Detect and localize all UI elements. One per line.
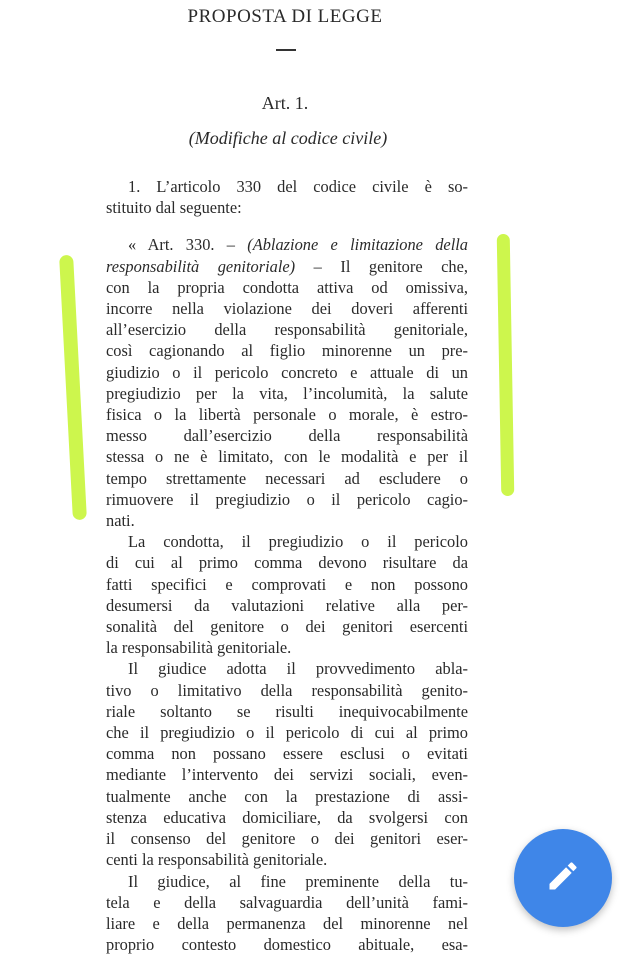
article-330-line: responsabilità genitoriale) – Il genitore che,	[106, 256, 468, 276]
body-line: che il pregiudizio o il pericolo di cui al primo	[106, 723, 468, 743]
body-line: stenza educativa domiciliare, da svolgersi con	[106, 807, 468, 827]
article-330-line: « Art. 330. – (Ablazione e limitazione della	[128, 235, 468, 255]
body-line: Il giudice, al fine preminente della tu-	[128, 871, 468, 891]
body-line: tualmente anche con la prestazione di assi-	[106, 786, 468, 806]
page-title: PROPOSTA DI LEGGE	[187, 6, 383, 27]
body-line: proprio contesto domestico abituale, esa-	[106, 935, 468, 955]
article-330-line: fisica o la libertà personale o morale, è estro-	[106, 405, 468, 425]
article-330-line: incorre nella violazione dei doveri afferenti	[106, 299, 468, 319]
body-line: di cui al primo comma devono risultare da	[106, 553, 468, 573]
highlighter-mark-left	[59, 255, 87, 520]
document-body	[106, 176, 468, 955]
article-330-line: così cagionando al figlio minorenne un pre-	[106, 341, 468, 361]
body-line: tela e della salvaguardia dell’unità fami-	[106, 892, 468, 912]
article-number: Art. 1.	[261, 93, 309, 113]
body-line: desumersi da valutazioni relative alla per-	[106, 595, 468, 615]
article-330-line: con la propria condotta attiva od omissiva,	[106, 277, 468, 297]
article-330-line: pregiudizio per la vita, l’incolumità, la salute	[106, 383, 468, 403]
body-line: mediante l’intervento dei servizi sociali, even-	[106, 765, 468, 785]
body-line: comma non possano essere esclusi o evitati	[106, 744, 468, 764]
edit-fab-button[interactable]	[514, 829, 612, 927]
article-330-line: tempo strettamente necessari ad escludere o	[106, 468, 468, 488]
body-line: Il giudice adotta il provvedimento abla-	[128, 659, 468, 679]
body-line: la responsabilità genitoriale.	[106, 638, 292, 658]
article-330-line: all’esercizio della responsabilità genitoriale,	[106, 320, 468, 340]
body-line: stituito dal seguente:	[106, 198, 242, 218]
article-heading: (Modifiche al codice civile)	[188, 128, 388, 148]
article-330-line: giudizio o il pericolo concreto e attuale di un	[106, 362, 468, 382]
body-line: fatti specifici e comprovati e non possono	[106, 574, 468, 594]
body-line: centi la responsabilità genitoriale.	[106, 850, 328, 870]
pencil-icon	[545, 858, 581, 898]
article-330-line: stessa o ne è limitato, con le modalità e per il	[106, 447, 468, 467]
title-divider	[276, 49, 296, 51]
body-line: riale soltanto se risulti inequivocabilmente	[106, 701, 468, 721]
body-line: liare e della permanenza del minorenne nel	[106, 913, 468, 933]
highlighter-mark-right	[497, 234, 515, 496]
article-330-line: nati.	[106, 511, 135, 531]
article-330-line: rimuovere il pregiudizio o il pericolo cagio-	[106, 489, 468, 509]
body-line: tivo o limitativo della responsabilità genito-	[106, 680, 468, 700]
body-line: sonalità del genitore o dei genitori esercenti	[106, 617, 468, 637]
body-line: 1. L’articolo 330 del codice civile è so-	[128, 177, 468, 196]
body-line: La condotta, il pregiudizio o il pericolo	[128, 532, 468, 552]
article-330-line: messo dall’esercizio della responsabilità	[106, 426, 468, 446]
body-line: il consenso del genitore o dei genitori eser-	[106, 829, 468, 849]
